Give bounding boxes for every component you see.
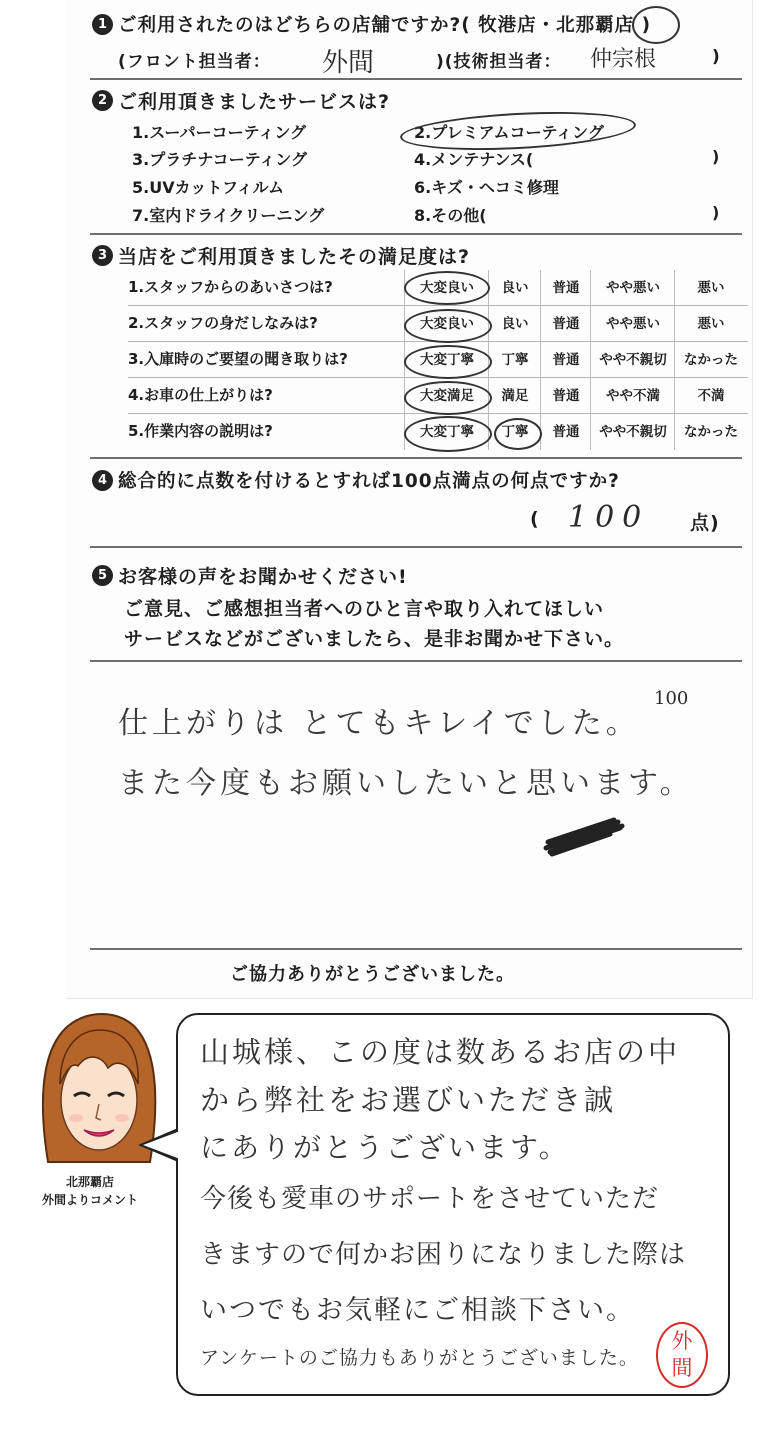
satisfaction-option: 大変良い [404, 306, 489, 342]
question-4-text: 総合的に点数を付けるとすれば100点満点の何点ですか? [118, 471, 620, 492]
selection-circle [404, 309, 492, 343]
selection-circle [404, 345, 492, 379]
satisfaction-option: やや悪い [590, 270, 675, 306]
question-1-number: 1 [92, 14, 113, 35]
selection-circle [404, 271, 490, 305]
satisfaction-question: 4.お車の仕上がりは? [128, 386, 273, 404]
satisfaction-option: なかった [674, 414, 747, 450]
question-5-text: お客様の声をお聞かせください! [118, 566, 408, 588]
satisfaction-option: 普通 [540, 270, 591, 306]
tech-staff-close: ) [712, 47, 721, 67]
satisfaction-option: 丁寧 [488, 414, 541, 450]
divider-4 [90, 546, 742, 548]
store-selection-circle [632, 6, 680, 44]
selection-circle [494, 418, 542, 450]
question-3-number: 3 [92, 245, 113, 266]
staff-caption-name: 外間よりコメント [41, 1193, 138, 1207]
service-option: 3.プラチナコーティング [132, 150, 307, 169]
staff-reply-line: にありがとうございます。 [200, 1131, 570, 1164]
satisfaction-question: 2.スタッフの身だしなみは? [128, 314, 318, 332]
question-5-number: 5 [92, 565, 113, 586]
front-staff-value: 外間 [322, 48, 375, 78]
question-3-text: 当店をご利用頂きましたその満足度は? [118, 246, 471, 268]
satisfaction-option: 悪い [674, 306, 747, 342]
satisfaction-option: 満足 [488, 378, 541, 414]
service-option: 8.その他( [414, 206, 487, 225]
satisfaction-option: やや不親切 [590, 342, 675, 378]
customer-comment-line-1: 仕上がりは とてもキレイでした。 [118, 706, 640, 741]
bubble-tail-fill [143, 1131, 180, 1159]
service-option-close: ) [712, 147, 720, 166]
question-2-text: ご利用頂きましたサービスは? [118, 91, 391, 113]
satisfaction-option: 大変良い [404, 270, 489, 306]
satisfaction-option: 大変満足 [404, 378, 489, 414]
question-5-sub-2: サービスなどがございましたら、是非お聞かせ下さい。 [124, 628, 625, 650]
scribble-mark [540, 812, 626, 858]
staff-reply-line: 山城様、この度は数あるお店の中 [200, 1035, 681, 1069]
question-5-sub-1: ご意見、ご感想担当者へのひと言や取り入れてほしい [124, 598, 605, 620]
service-option: 7.室内ドライクリーニング [132, 206, 325, 225]
service-option-close: ) [712, 203, 720, 222]
question-1-text: ご利用されたのはどちらの店舗ですか?( 牧港店・北那覇店 ) [118, 15, 652, 36]
satisfaction-question: 3.入庫時のご要望の聞き取りは? [128, 350, 348, 368]
tech-staff-value: 仲宗根 [590, 47, 657, 72]
satisfaction-option: やや不満 [590, 378, 675, 414]
satisfaction-question: 1.スタッフからのあいさつは? [128, 278, 333, 296]
satisfaction-option: 普通 [540, 342, 591, 378]
staff-reply-line: から弊社をお選びいただき誠 [200, 1083, 617, 1117]
satisfaction-option: 悪い [674, 270, 747, 306]
customer-side-note: 100 [654, 688, 689, 709]
divider-6 [90, 948, 742, 950]
satisfaction-option: やや不親切 [590, 414, 675, 450]
score-unit: 点) [690, 512, 720, 534]
satisfaction-option: 大変丁寧 [404, 342, 489, 378]
satisfaction-option: 普通 [540, 306, 591, 342]
satisfaction-option: 普通 [540, 378, 591, 414]
satisfaction-option: なかった [674, 342, 747, 378]
satisfaction-option: やや悪い [590, 306, 675, 342]
avatar-cheek-left [69, 1114, 83, 1122]
avatar-cheek-right [115, 1114, 129, 1122]
divider-1 [90, 78, 742, 80]
staff-caption-store: 北那覇店 [65, 1175, 114, 1189]
divider-2 [90, 233, 742, 235]
selection-circle [404, 416, 492, 452]
customer-comment-line-2: また今度もお願いしたいと思います。 [118, 766, 694, 801]
satisfaction-option: 不満 [674, 378, 747, 414]
service-option: 4.メンテナンス( [414, 150, 534, 169]
staff-reply-line: アンケートのご協力もありがとうございました。 [200, 1347, 639, 1369]
service-option: 1.スーパーコーティング [132, 123, 307, 142]
satisfaction-question: 5.作業内容の説明は? [128, 422, 273, 440]
tech-staff-label: )(技術担当者： [436, 52, 562, 72]
score-open: ( [530, 508, 540, 530]
stamp-text: 外間 [671, 1329, 693, 1380]
service-option: 6.キズ・ヘコミ修理 [414, 178, 559, 197]
satisfaction-option: 丁寧 [488, 342, 541, 378]
question-2-number: 2 [92, 90, 113, 111]
score-value: 100 [568, 500, 650, 535]
thanks-text: ご協力ありがとうございました。 [230, 964, 515, 985]
satisfaction-option: 大変丁寧 [404, 414, 489, 450]
satisfaction-option: 良い [488, 306, 541, 342]
staff-reply-line: 今後も愛車のサポートをさせていただ [200, 1184, 660, 1214]
service-option: 5.UVカットフィルム [132, 178, 285, 197]
service-option: 2.プレミアムコーティング [414, 123, 604, 142]
satisfaction-option: 普通 [540, 414, 591, 450]
selection-circle [404, 381, 492, 415]
staff-reply-line: いつでもお気軽にご相談下さい。 [200, 1295, 635, 1326]
staff-seal-stamp [656, 1322, 708, 1388]
staff-reply-line: きますので何かお困りになりました際は [200, 1240, 687, 1270]
divider-3 [90, 457, 742, 459]
satisfaction-option: 良い [488, 270, 541, 306]
question-4-number: 4 [92, 470, 113, 491]
front-staff-label: (フロント担当者： [118, 52, 271, 72]
divider-5 [90, 660, 742, 662]
scribble-stroke [546, 820, 622, 854]
